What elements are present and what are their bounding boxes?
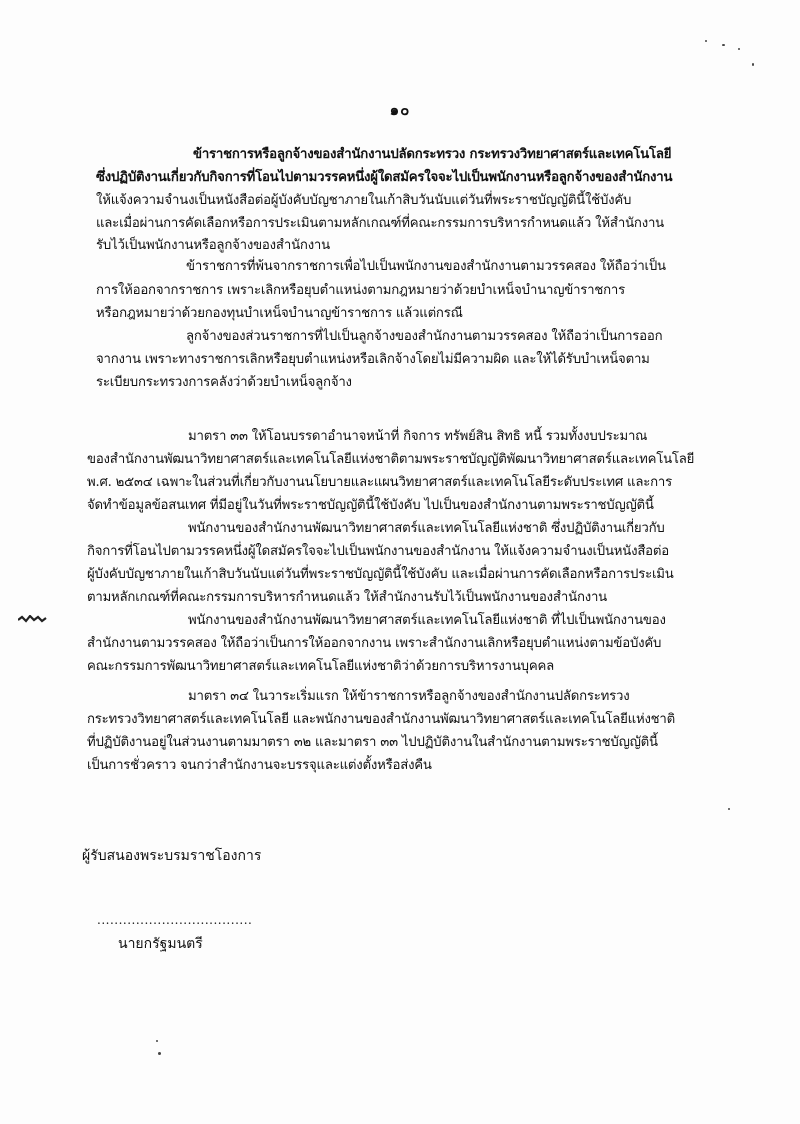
paragraph-line: กิจการที่โอนไปตามวรรคหนึ่งผู้ใดสมัครใจจะไปเป็นพนักงานของสำนักงาน ให้แจ้งความจำนงเป็นหนังสือต่อ <box>87 544 669 559</box>
paragraph-line: เป็นการชั่วคราว จนกว่าสำนักงานจะบรรจุและแต่งตั้งหรือส่งคืน <box>87 758 432 773</box>
paragraph-line: จัดทำข้อมูลข้อสนเทศ ที่มีอยู่ในวันที่พระราชบัญญัตินี้ใช้บังคับ ไปเป็นของสำนักงานตามพระราชบัญญัตินี้ <box>87 498 654 513</box>
paragraph-line: จากงาน เพราะทางราชการเลิกหรือยุบตำแหน่งหรือเลิกจ้างโดยไม่มีความผิด และให้ได้รับบำเหน็จตาม <box>96 352 650 367</box>
paragraph-line: ข้าราชการที่พ้นจากราชการเพื่อไปเป็นพนักงานของสำนักงานตามวรรคสอง ให้ถือว่าเป็น <box>186 259 666 274</box>
paragraph-line: และเมื่อผ่านการคัดเลือกหรือการประเมินตามหลักเกณฑ์ที่คณะกรรมการบริหารกำหนดแล้ว ให้สำนักงาน <box>96 216 664 231</box>
section-heading-line: มาตรา ๓๓ ให้โอนบรรดาอำนาจหน้าที่ กิจการ ทรัพย์สิน สิทธิ หนี้ รวมทั้งงบประมาณ <box>188 429 648 444</box>
signature-line: .................................... <box>97 913 253 927</box>
paragraph-line: คณะกรรมการพัฒนาวิทยาศาสตร์และเทคโนโลยีแห่งชาติว่าด้วยการบริหารงานบุคคล <box>87 659 554 674</box>
paragraph-line: กระทรวงวิทยาศาสตร์และเทคโนโลยี และพนักงานของสำนักงานพัฒนาวิทยาศาสตร์และเทคโนโลยีแห่งชาติ <box>87 712 675 727</box>
scan-speck <box>156 1040 158 1042</box>
signer-title: นายกรัฐมนตรี <box>118 936 203 952</box>
scan-speck <box>722 44 725 46</box>
paragraph-line: ที่ปฏิบัติงานอยู่ในส่วนงานตามมาตรา ๓๒ และมาตรา ๓๓ ไปปฏิบัติงานในสำนักงานตามพระราชบัญญัตินี้ <box>87 735 658 750</box>
paragraph-line: ระเบียบกระทรวงการคลังว่าด้วยบำเหน็จลูกจ้าง <box>96 375 352 390</box>
page-number: ๑๐ <box>389 101 411 119</box>
paragraph-line: ให้แจ้งความจำนงเป็นหนังสือต่อผู้บังคับบัญชาภายในเก้าสิบวันนับแต่วันที่พระราชบัญญัตินี้ใช้บังคับ <box>96 193 632 208</box>
paragraph-line: หรือกฎหมายว่าด้วยกองทุนบำเหน็จบำนาญข้าราชการ แล้วแต่กรณี <box>96 306 463 321</box>
margin-scan-mark <box>18 615 48 624</box>
paragraph-line: พนักงานของสำนักงานพัฒนาวิทยาศาสตร์และเทคโนโลยีแห่งชาติ ที่ไปเป็นพนักงานของ <box>188 613 666 628</box>
scan-speck <box>158 1052 161 1055</box>
paragraph-line: พนักงานของสำนักงานพัฒนาวิทยาศาสตร์และเทคโนโลยีแห่งชาติ ซึ่งปฏิบัติงานเกี่ยวกับ <box>188 521 665 536</box>
paragraph-line: ตามหลักเกณฑ์ที่คณะกรรมการบริหารกำหนดแล้ว ให้สำนักงานรับไว้เป็นพนักงานของสำนักงาน <box>87 590 607 605</box>
scan-speck <box>738 48 740 50</box>
scan-speck <box>728 808 730 810</box>
paragraph-line: สำนักงานตามวรรคสอง ให้ถือว่าเป็นการให้ออกจากงาน เพราะสำนักงานเลิกหรือยุบตำแหน่งตามข้อบังคับ <box>87 636 662 651</box>
royal-command-responder: ผู้รับสนองพระบรมราชโองการ <box>82 848 262 864</box>
paragraph-line: พ.ศ. ๒๕๓๔ เฉพาะในส่วนที่เกี่ยวกับงานนโยบายและแผนวิทยาศาสตร์และเทคโนโลยีระดับประเทศ และการ <box>87 475 672 490</box>
scan-speck <box>705 40 707 42</box>
section-heading-line: มาตรา ๓๔ ในวาระเริ่มแรก ให้ข้าราชการหรือลูกจ้างของสำนักงานปลัดกระทรวง <box>188 689 630 704</box>
paragraph-line: ผู้บังคับบัญชาภายในเก้าสิบวันนับแต่วันที่พระราชบัญญัตินี้ใช้บังคับ และเมื่อผ่านการคัดเลือกหรือการประเมิน <box>87 567 674 582</box>
paragraph-line: ซึ่งปฏิบัติงานเกี่ยวกับกิจการที่โอนไปตามวรรคหนึ่งผู้ใดสมัครใจจะไปเป็นพนักงานหรือลูกจ้างของสำนักงาน <box>96 170 673 185</box>
scan-speck <box>752 63 754 66</box>
paragraph-line: ลูกจ้างของส่วนราชการที่ไปเป็นลูกจ้างของสำนักงานตามวรรคสอง ให้ถือว่าเป็นการออก <box>186 329 663 344</box>
paragraph-line: ของสำนักงานพัฒนาวิทยาศาสตร์และเทคโนโลยีแห่งชาติตามพระราชบัญญัติพัฒนาวิทยาศาสตร์และเทคโนโลยี <box>87 452 695 467</box>
paragraph-line: การให้ออกจากราชการ เพราะเลิกหรือยุบตำแหน่งตามกฎหมายว่าด้วยบำเหน็จบำนาญข้าราชการ <box>96 283 626 298</box>
paragraph-line: รับไว้เป็นพนักงานหรือลูกจ้างของสำนักงาน <box>96 238 330 253</box>
paragraph-line: ข้าราชการหรือลูกจ้างของสำนักงานปลัดกระทรวง กระทรวงวิทยาศาสตร์และเทคโนโลยี <box>193 147 672 162</box>
